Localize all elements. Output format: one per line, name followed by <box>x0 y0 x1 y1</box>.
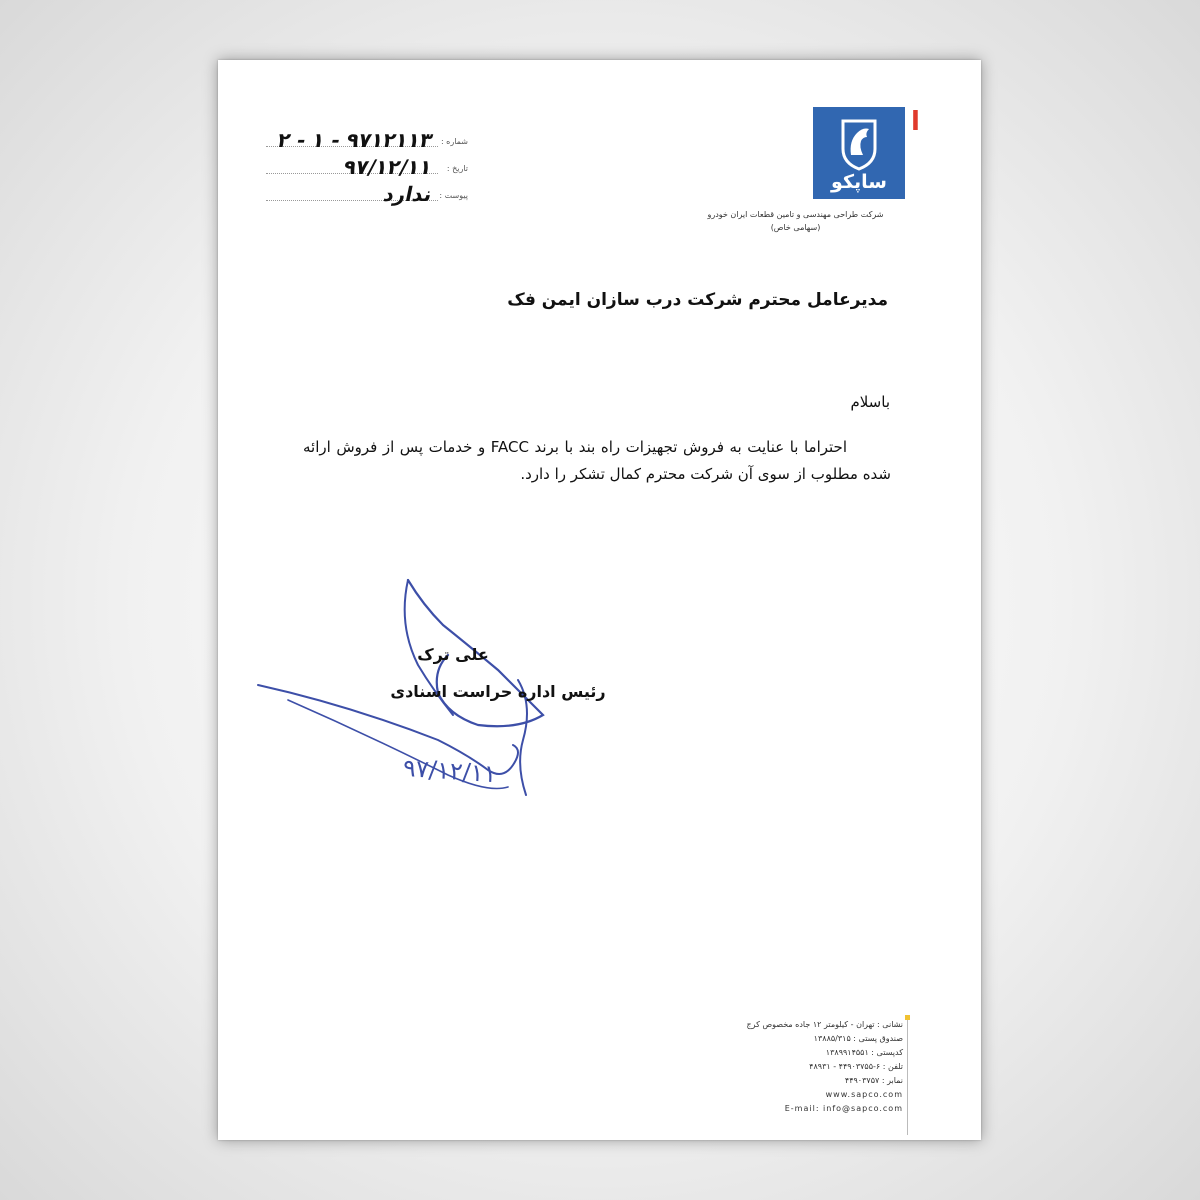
company-type: (سهامی خاص) <box>770 223 821 232</box>
number-value: ۹۷۱۲۱۱۳ - ۱ - ۲ <box>275 128 435 152</box>
footer-accent-dot <box>905 1015 910 1020</box>
attachment-row <box>258 184 468 211</box>
company-info <box>648 208 943 234</box>
footer-postal-code: کدپستی : ۱۳۸۹۹۱۴۵۵۱ <box>825 1048 903 1057</box>
date-label: تاریخ : <box>446 164 468 173</box>
brand-text: ساپکو <box>831 171 887 193</box>
letter-meta <box>258 130 468 211</box>
number-label: شماره : <box>440 137 468 146</box>
company-name: شرکت طراحی مهندسی و تامین قطعات ایران خودرو <box>707 210 884 219</box>
footer-po-box: صندوق پستی : ۱۳۸۸۵/۳۱۵ <box>813 1034 903 1043</box>
footer-address: نشانی : تهران - کیلومتر ۱۲ جاده مخصوص کرج <box>746 1020 903 1029</box>
handwritten-date: ۹۷/۱۲/۱۱ <box>402 753 498 789</box>
date-value: ۹۷/۱۲/۱۱ <box>341 155 435 179</box>
letter-body: احتراما با عنایت به فروش تجهیزات راه بند با برند FACC و خدمات پس از فروش ارائه شده مطلوب از سوی آن شرکت محترم کمال تشکر را دارد. <box>303 438 891 483</box>
footer-contact <box>648 1018 903 1116</box>
signer-title: رئیس اداره حراست اسنادی <box>390 682 606 701</box>
greeting: باسلام <box>850 393 890 411</box>
attachment-value: ندارد <box>381 182 435 206</box>
footer-fax: نمابر : ۴۴۹۰۳۷۵۷ <box>844 1076 903 1085</box>
footer-phone: تلفن : ۶-۴۴۹۰۳۷۵۵ - ۴۸۹۳۱ <box>809 1062 903 1071</box>
signer-name: علی ترک <box>417 645 489 664</box>
attachment-label: پیوست : <box>439 191 468 200</box>
date-row <box>258 157 468 184</box>
letter-page <box>218 60 981 1140</box>
footer-divider <box>907 1015 908 1135</box>
recipient-line: مدیرعامل محترم شرکت درب سازان ایمن فک <box>507 290 888 310</box>
footer-website[interactable]: www.sapco.com <box>825 1090 903 1099</box>
number-row <box>258 130 468 157</box>
horse-emblem-icon <box>813 111 905 173</box>
footer-email[interactable]: E-mail: info@sapco.com <box>784 1104 903 1113</box>
iran-khodro-mark: ا <box>911 107 920 137</box>
sapco-logo <box>813 107 905 199</box>
